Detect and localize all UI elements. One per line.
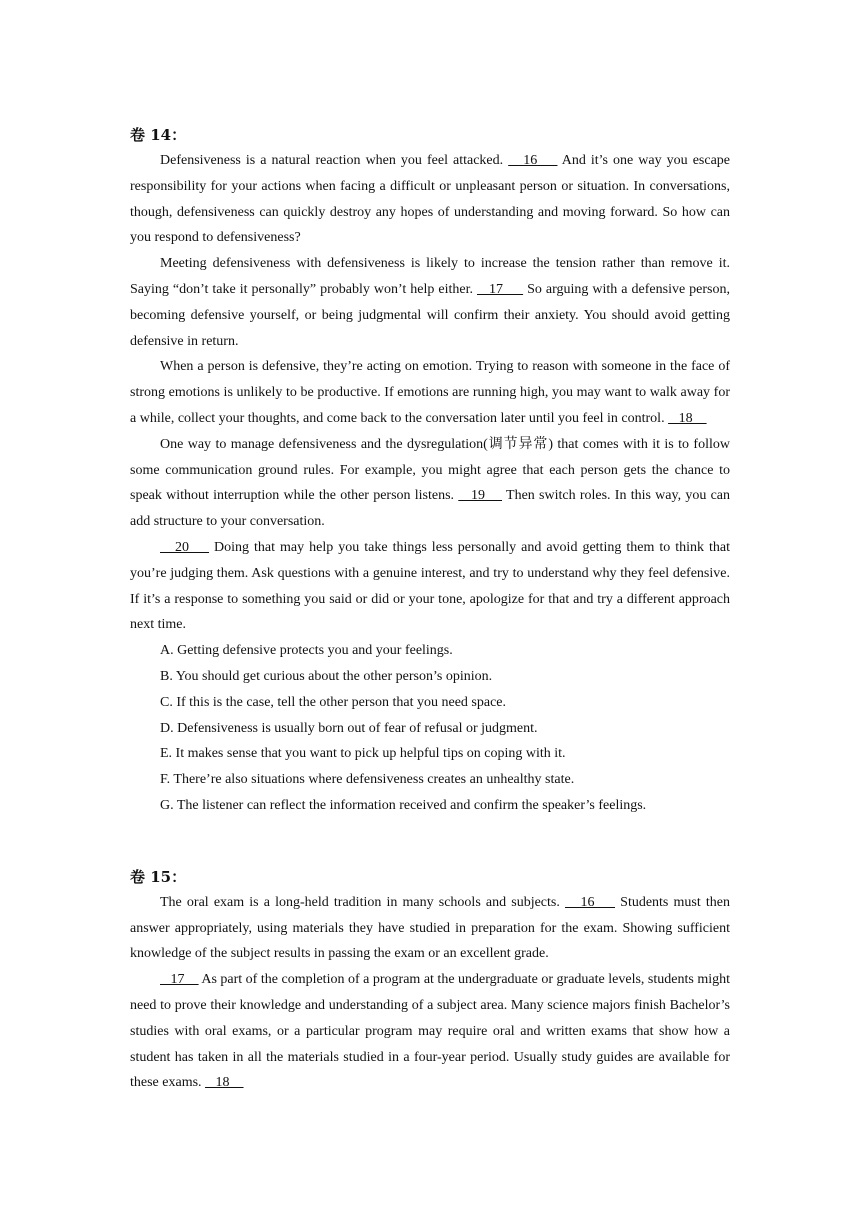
paragraph bbox=[130, 890, 730, 967]
paragraph-text: When a person is defensive, they’re acting on emotion. Trying to reason with someone in the face of strong emotions is unlikely to be productive. If emotions are running high, you may want to walk away for a while, collect your thoughts, and come back to the conversation later until you feel in control. bbox=[130, 359, 730, 426]
section-15 bbox=[130, 865, 730, 1096]
paragraph bbox=[130, 535, 730, 638]
paragraph-text: The oral exam is a long-held tradition in many schools and subjects. bbox=[160, 894, 566, 910]
section-14 bbox=[130, 123, 730, 819]
paragraph-text: Meeting defensiveness with defensiveness is likely to increase the tension rather than remove it. Saying “don’t take it personally” probably won’t help either. bbox=[130, 256, 730, 297]
answer-blank[interactable]: 19 bbox=[458, 488, 503, 504]
option-item: E. It makes sense that you want to pick up helpful tips on coping with it. bbox=[160, 746, 566, 762]
paragraph-text: One way to manage defensiveness and the dysregulation(调节异常) that comes with it is to follow some communication ground rules. For example, you might agree that each person gets the chance to speak without interruption while the other person listens. bbox=[130, 436, 730, 504]
option-item: G. The listener can reflect the information received and confirm the speaker’s feelings. bbox=[160, 797, 647, 813]
paragraph bbox=[130, 967, 730, 1096]
option-item: A. Getting defensive protects you and your feelings. bbox=[160, 643, 453, 659]
options-list bbox=[130, 638, 730, 819]
paragraph-text: Defensiveness is a natural reaction when you feel attacked. bbox=[160, 153, 509, 168]
paragraph-text: So arguing with a defensive person, becoming defensive yourself, or being judgmental will confirm their anxiety. You should avoid getting defensive in return. bbox=[130, 281, 731, 349]
section-spacer bbox=[130, 819, 730, 865]
section-title: 卷 15： bbox=[130, 867, 187, 886]
paragraph-text: Students must then answer appropriately, using materials they have studied in preparation for the exam. Showing sufficient knowledge of the subject results in passing the exam or an excellent grade. bbox=[130, 894, 731, 962]
option-item: F. There’re also situations where defensiveness creates an unhealthy state. bbox=[160, 772, 575, 788]
option-item: C. If this is the case, tell the other person that you need space. bbox=[160, 694, 507, 710]
paragraph-text: Doing that may help you take things less personally and avoid getting them to think that you’re judging them. Ask questions with a genuine interest, and try to understand why they feel defensive. If it’s a response to something you said or did or your tone, apologize for that and try a different approach next time. bbox=[130, 539, 731, 633]
paragraph bbox=[130, 354, 730, 431]
option-item: B. You should get curious about the other person’s opinion. bbox=[160, 668, 493, 684]
section-title: 卷 14： bbox=[130, 126, 187, 144]
paragraph-text: Then switch roles. In this way, you can add structure to your conversation. bbox=[130, 488, 731, 530]
paragraph bbox=[130, 148, 730, 251]
paragraph bbox=[130, 251, 730, 354]
answer-blank[interactable]: 20 bbox=[160, 539, 210, 555]
answer-blank[interactable]: 18 bbox=[668, 410, 707, 426]
paragraph-text: As part of the completion of a program at the undergraduate or graduate levels, students might need to prove their knowledge and understanding of a subject area. Many science majors finish Bachelor’s studies with oral exams, or a particular program may require oral and written exams that show how a student has taken in all the materials studied in a four-year period. Usually study guides are available for these exams. bbox=[130, 972, 731, 1091]
answer-blank[interactable]: 17 bbox=[160, 972, 199, 988]
option-item: D. Defensiveness is usually born out of fear of refusal or judgment. bbox=[160, 720, 538, 736]
answer-blank[interactable]: 17 bbox=[477, 281, 524, 297]
answer-blank[interactable]: 16 bbox=[565, 894, 616, 910]
paragraph bbox=[130, 432, 730, 535]
document-page bbox=[130, 123, 730, 1096]
paragraph-text: And it’s one way you escape responsibility for your actions when facing a difficult or unpleasant person or situation. In conversations, though, defensiveness can quickly destroy any hopes of understanding and moving forward. So how can you respond to defensiveness? bbox=[130, 153, 731, 246]
answer-blank[interactable]: 16 bbox=[508, 153, 558, 168]
answer-blank[interactable]: 18 bbox=[205, 1075, 244, 1091]
